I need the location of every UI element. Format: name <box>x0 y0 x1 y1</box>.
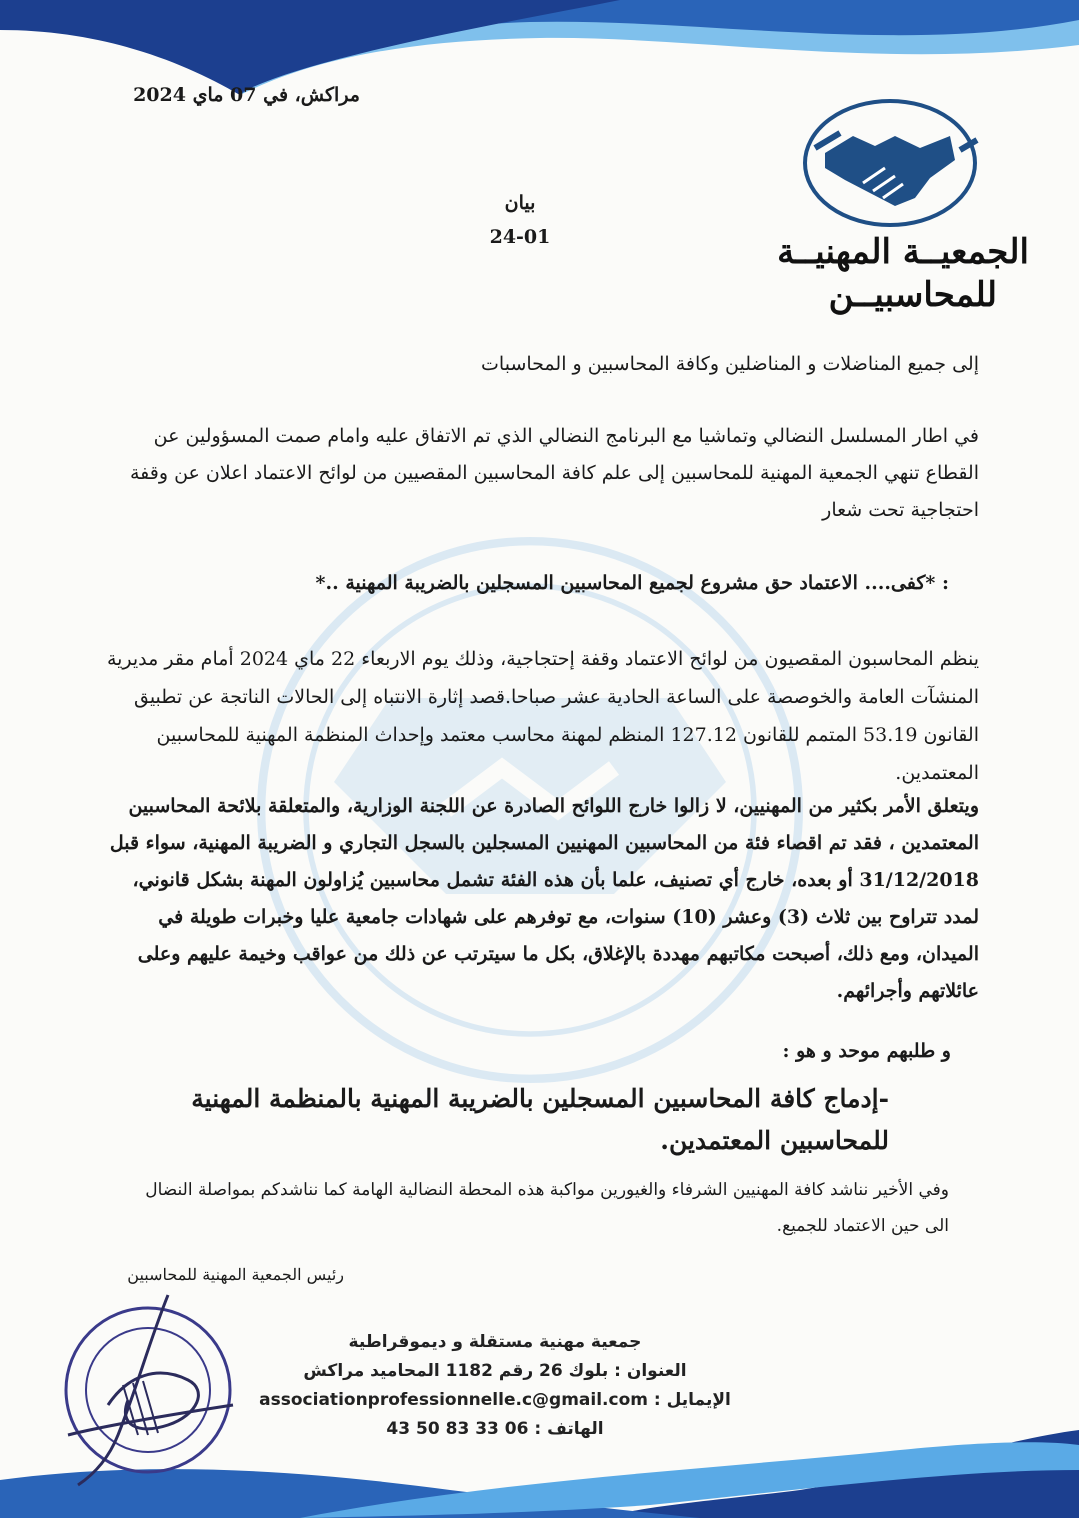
footer-email-line <box>250 1386 740 1415</box>
footer-phone-label: الهاتف : <box>534 1419 604 1439</box>
demand: -إدماج كافة المحاسبين المسجلين بالضريبة المهنية بالمنظمة المهنية للمحاسبين المعتمدين. <box>191 1084 889 1155</box>
paragraph-intro: في اطار المسلسل النضالي وتماشيا مع البرنامج النضالي الذي تم الاتفاق عليه وامام صمت المسؤولين عن القطاع تنهي الجمعية المهنية للمحاسبين إلى علم كافة المحاسبين المقصيين من لوائح الاعتماد اعلان عن وقفة احتجاجية تحت شعار <box>130 425 979 521</box>
closing-paragraph: وفي الأخير نناشد كافة المهنيين الشرفاء والغيورين مواكبة هذه المحطة النضالية الهامة كما نناشدكم بمواصلة النضال الى حين الاعتماد للجميع. <box>145 1180 949 1236</box>
stamp-signature-icon <box>48 1285 248 1495</box>
footer-phone-line <box>250 1415 740 1444</box>
paragraph-context: ويتعلق الأمر بكثير من المهنيين، لا زالوا خارج اللوائح الصادرة عن اللجنة الوزارية، والمتعلقة بلائحة المحاسبين المعتمدين ، فقد تم اقصاء فئة من المحاسبين المهنيين المسجلين بالسجل التجاري و الضريبة المهنية، سواء قبل 31/12/2018 أو بعده، خارج أي تصنيف، علما بأن هذه الفئة تشمل محاسبين يُزاولون المهنة بشكل قانوني، لمدد تتراوح بين ثلاث (3) وعشر (10) سنوات، مع توفرهم على شهادات جامعية عليا وخبرات طويلة في الميدان، ومع ذلك، أصبحت مكاتبهم مهددة بالإغلاق، بكل ما سيترتب عن ذلك من عواقب وخيمة عليهم وعلى عائلاتهم وأجرائهم. <box>109 795 979 1002</box>
logo-title-line1: الجمعيــة المهنيــة <box>777 232 1029 272</box>
footer-contact <box>250 1328 740 1444</box>
slogan: : *كفى.... الاعتماد حق مشروع لجميع المحاسبين المسجلين بالضريبة المهنية ..* <box>315 572 949 594</box>
demand-label: و طلبهم موحد و هو : <box>782 1040 951 1062</box>
footer-email[interactable]: associationprofessionnelle.c@gmail.com <box>259 1390 648 1410</box>
document-title: بيان <box>504 192 536 214</box>
document-number: 24-01 <box>489 226 551 248</box>
footer-phone: 06 33 83 50 43 <box>386 1419 529 1439</box>
footer-email-label: الإيمايل : <box>653 1390 731 1410</box>
addressee: إلى جميع المناضلات و المناضلين وكافة المحاسبين و المحاسبات <box>481 353 979 375</box>
document-title-block <box>440 186 600 254</box>
logo-title-line2: للمحاسبيــن <box>828 275 997 315</box>
footer-tagline: جمعية مهنية مستقلة و ديموقراطية <box>348 1332 642 1352</box>
signature-title: رئيس الجمعية المهنية للمحاسبين <box>127 1265 344 1284</box>
document-date: مراكش، في 07 ماي 2024 <box>133 84 360 106</box>
footer-address: العنوان : بلوك 26 رقم 1182 المحاميد مراكش <box>303 1361 687 1381</box>
paragraph-protest-details: ينظم المحاسبون المقصيون من لوائح الاعتماد وقفة إحتجاجية، وذلك يوم الاربعاء 22 ماي 2024 أمام مقر مديرية المنشآت العامة والخوصصة على الساعة الحادية عشر صباحا.قصد إثارة الانتباه إلى الحالات الناتجة عن تطبيق القانون 53.19 المتمم للقانون 127.12 المنظم لمهنة محاسب معتمد وإحداث المنظمة المهنية للمحاسبين المعتمدين. <box>106 648 979 784</box>
